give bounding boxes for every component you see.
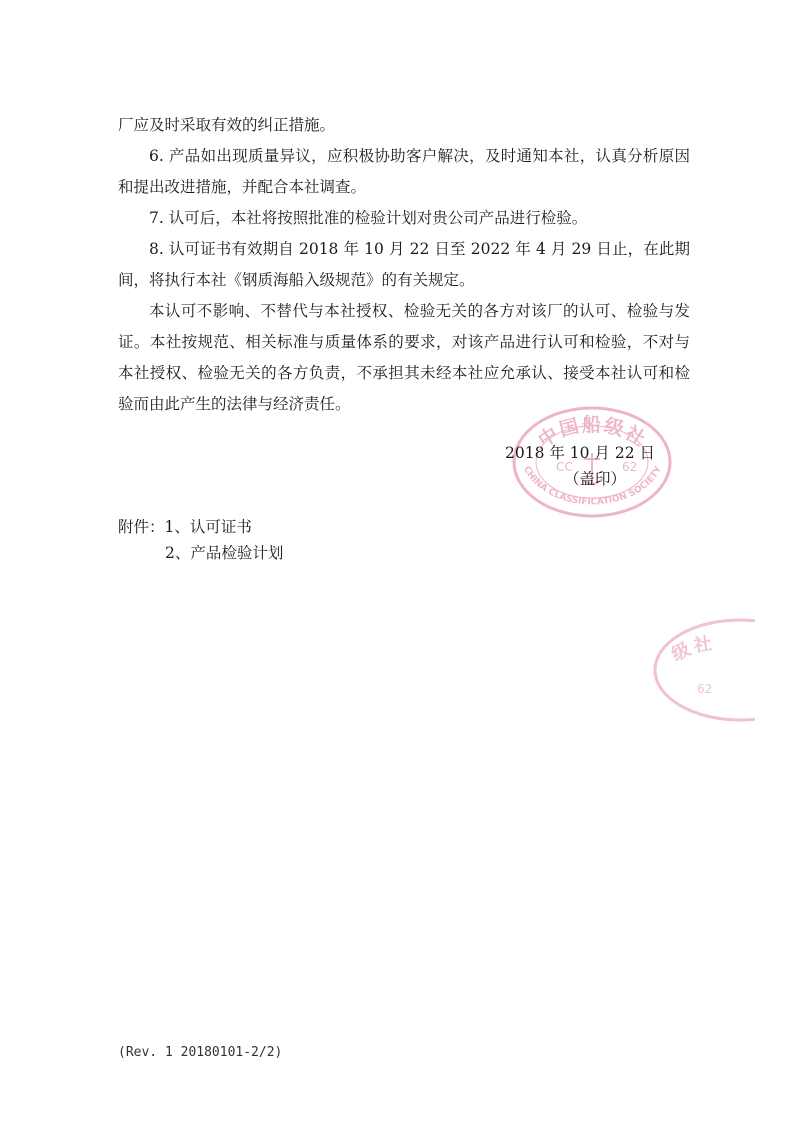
footer-revision: (Rev. 1 20180101-2/2) bbox=[118, 1045, 283, 1060]
attachment-item: 2、产品检验计划 bbox=[165, 544, 284, 562]
seal-code-left: CC bbox=[556, 460, 573, 474]
paragraph-item-7: 7. 认可后，本社将按照批准的检验计划对贵公司产品进行检验。 bbox=[149, 209, 588, 227]
paragraph-item-8: 8. 认可证书有效期自 2018 年 10 月 22 日至 2022 年 4 月 29 日止，在此期间，将执行本社《钢质海船入级规范》的有关规定。 bbox=[118, 240, 690, 289]
edge-seal-code: 62 bbox=[697, 682, 713, 696]
seal-code-right: 62 bbox=[622, 460, 638, 474]
issue-date: 2018 年 10 月 22 日 bbox=[504, 444, 656, 462]
seal-note: （盖印） bbox=[563, 470, 626, 488]
attachment-row-1 bbox=[118, 514, 283, 540]
edge-seal-text-cn: 级社 bbox=[668, 632, 717, 666]
seal-text-cn: 中国船级社 bbox=[534, 414, 651, 452]
edge-seal bbox=[645, 615, 755, 725]
paragraph-disclaimer: 本认可不影响、不替代与本社授权、检验无关的各方对该厂的认可、检验与发证。本社按规范、相关标准与质量体系的要求，对该产品进行认可和检验，不对与本社授权、检验无关的各方负责，不承担其未经本社应允承认、接受本社认可和检验而由此产生的法律与经济责任。 bbox=[118, 302, 690, 413]
body-text bbox=[118, 110, 690, 420]
svg-text:级社 bbox=[668, 632, 716, 666]
attachments-label: 附件： bbox=[118, 518, 165, 536]
seal-text-en: CHINA CLASSIFICATION SOCIETY bbox=[521, 464, 664, 508]
paragraph-item-6: 6. 产品如出现质量异议，应积极协助客户解决，及时通知本社，认真分析原因和提出改进措施，并配合本社调查。 bbox=[118, 147, 690, 196]
paragraph-continuation: 厂应及时采取有效的纠正措施。 bbox=[118, 116, 336, 134]
attachments bbox=[118, 514, 283, 566]
attachment-item: 1、认可证书 bbox=[164, 518, 252, 536]
signature-date-block bbox=[480, 440, 680, 492]
